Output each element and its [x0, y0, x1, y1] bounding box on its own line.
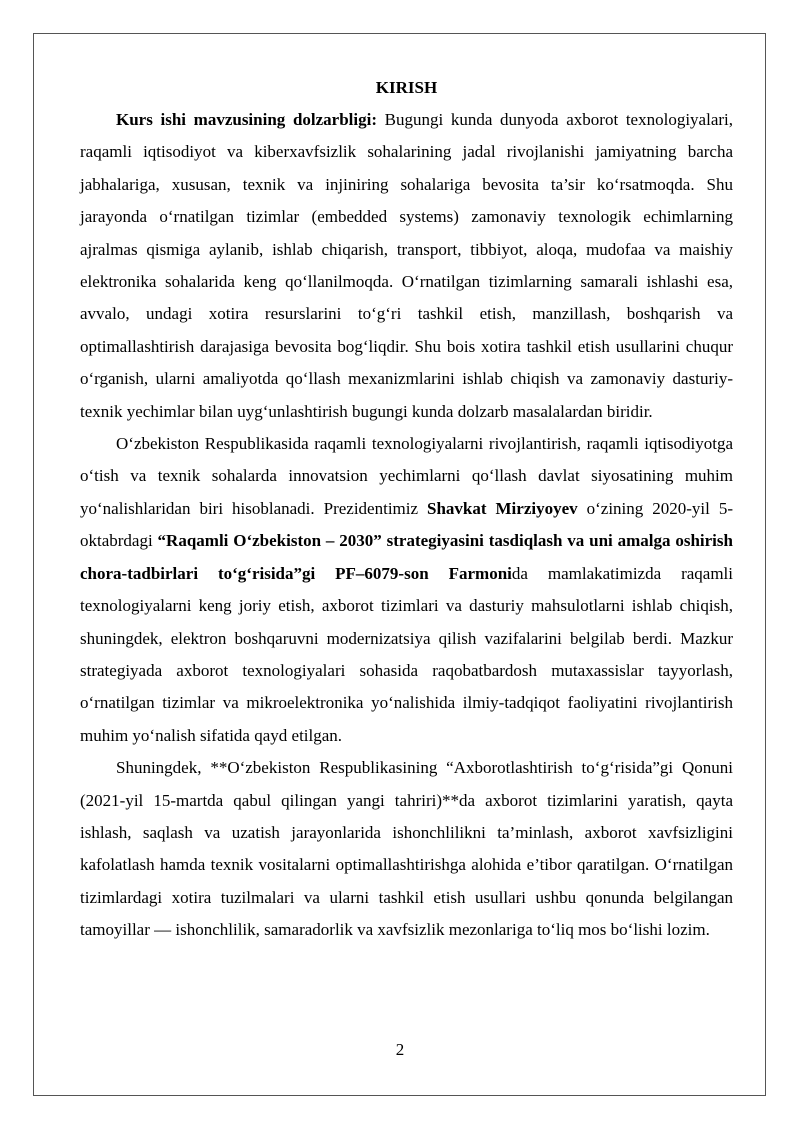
- paragraph-strategy: [80, 428, 733, 752]
- relevance-text: Bugungi kunda dunyoda axborot texnologiyalari, raqamli iqtisodiyot va kiberxavfsizlik sohalarining jadal rivojlanishi jamiyatning barcha jabhalariga, xususan, texnik va injiniring sohalariga bevosita ta’sir ko‘rsatmoqda. Shu jarayonda o‘rnatilgan tizimlar (embedded systems) zamonaviy texnologik echimlarning ajralmas qismiga aylanib, ishlab chiqarish, transport, tibbiyot, aloqa, mudofaa va maishiy elektronika sohalarida keng qo‘llanilmoqda. O‘rnatilgan tizimlarning samarali ishlashi esa, avvalo, undagi xotira resurslarini to‘g‘ri tashkil etish, manzillash, boshqarish va optimallashtirish darajasiga bevosita bog‘liqdir. Shu bois xotira tashkil etish usullarini chuqur o‘rganish, ularni amaliyotda qo‘llash mexanizmlarini ishlab chiqish va zamonaviy dasturiy-texnik yechimlar bilan uyg‘unlashtirish bugungi kunda dolzarb masalalardan biridir.: [80, 110, 733, 421]
- strategy-text-3: da mamlakatimizda raqamli texnologiyalarni keng joriy etish, axborot tizimlari va dasturiy mahsulotlarni ishlab chiqish, shuningdek, elektron boshqaruvni modernizatsiya qilish vazifalarini belgilab berdi. Mazkur strategiyada axborot texnologiyalari sohasida raqobatbardosh mutaxassislar tayyorlash, o‘rnatilgan tizimlar va mikroelektronika yo‘nalishida ilmiy-tadqiqot faoliyatini rivojlantirish muhim yo‘nalish sifatida qayd etilgan.: [80, 563, 733, 745]
- paragraph-relevance: [80, 104, 733, 428]
- paragraph-law: Shuningdek, **O‘zbekiston Respublikasining “Axborotlashtirish to‘g‘risida”gi Qonuni (2021-yil 15-martda qabul qilingan yangi tahriri)**da axborot tizimlarini yaratish, qayta ishlash, saqlash va uzatish jarayonlarida ishonchlilikni ta’minlash, axborot xavfsizligini kafolatlash hamda texnik vositalarni optimallashtirishga alohida e’tibor qaratilgan. O‘rnatilgan tizimlardagi xotira tuzilmalari va ularni tashkil etish usullari ushbu qonunda belgilangan tamoyillar — ishonchlilik, samaradorlik va xavfsizlik mezonlariga to‘liq mos bo‘lishi lozim.: [80, 758, 733, 940]
- document-body: [80, 72, 733, 947]
- relevance-label: Kurs ishi mavzusining dolzarbligi:: [116, 110, 377, 129]
- decree-title: “Raqamli O‘zbekiston – 2030” strategiyasini tasdiqlash va uni amalga oshirish chora-tadbirlari to‘g‘risida”gi PF–6079-son Farmoni: [80, 531, 733, 583]
- page-number: 2: [395, 1040, 405, 1059]
- strategy-text-1: O‘zbekiston Respublikasida raqamli texnologiyalarni rivojlantirish, raqamli iqtisodiyotga o‘tish va texnik sohalarda innovatsion yechimlarni qo‘llash davlat siyosatining muhim yo‘nalishlaridan biri hisoblanadi. Prezidentimiz: [80, 434, 733, 518]
- section-heading: KIRISH: [375, 78, 438, 97]
- president-name: Shavkat Mirziyoyev: [427, 498, 578, 518]
- strategy-text-2: o‘zining 2020-yil 5-oktabrdagi: [80, 498, 734, 551]
